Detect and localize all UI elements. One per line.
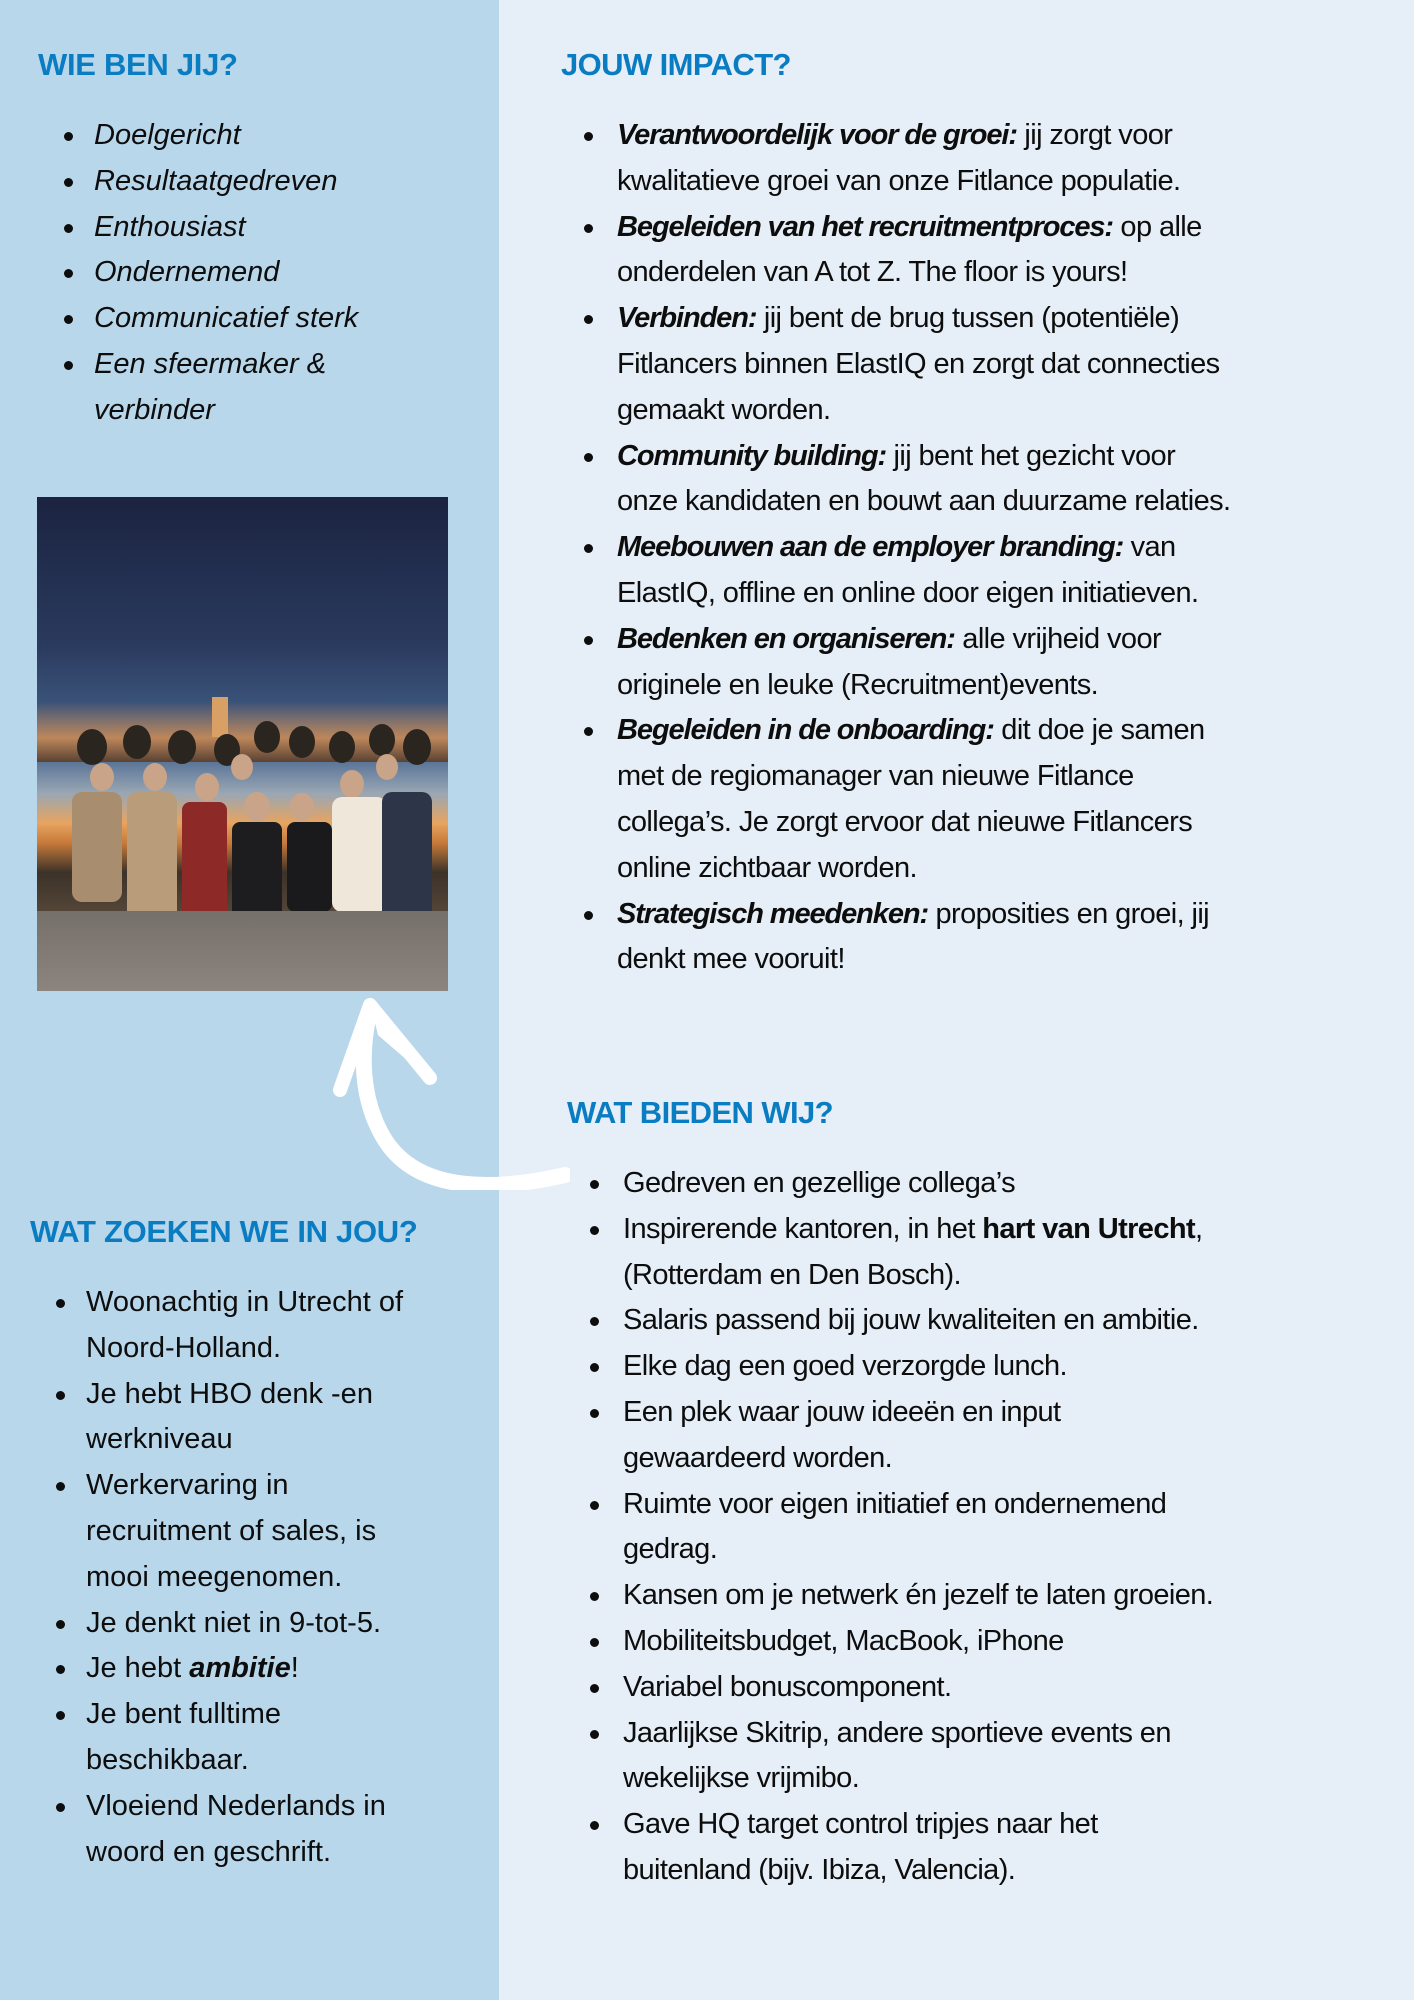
bullet-icon	[584, 911, 593, 920]
list-item: Community building: jij bent het gezicht voor onze kandidaten en bouwt aan duurzame relaties.	[584, 434, 1394, 526]
wie-ben-jij-list	[64, 113, 484, 434]
list-item: Resultaatgedreven	[64, 159, 484, 205]
bullet-icon	[590, 1409, 599, 1418]
list-item: Je bent fulltime beschikbaar.	[56, 1692, 496, 1784]
bullet-icon	[590, 1592, 599, 1601]
bullet-icon	[56, 1299, 65, 1308]
bullet-icon	[584, 315, 593, 324]
list-item: Communicatief sterk	[64, 296, 484, 342]
bullet-icon	[590, 1638, 599, 1647]
list-item: Je hebt ambitie!	[56, 1646, 496, 1692]
bullet-icon	[590, 1363, 599, 1372]
list-item: Een plek waar jouw ideeën en input gewaardeerd worden.	[590, 1390, 1400, 1482]
list-item: Strategisch meedenken: proposities en groei, jij denkt mee vooruit!	[584, 892, 1394, 984]
list-item: Begeleiden in de onboarding: dit doe je samen met de regiomanager van nieuwe Fitlance collega’s. Je zorgt ervoor dat nieuwe Fitlancers online zichtbaar worden.	[584, 708, 1394, 891]
bullet-icon	[56, 1620, 65, 1629]
list-item: Inspirerende kantoren, in het hart van Utrecht, (Rotterdam en Den Bosch).	[590, 1207, 1400, 1299]
list-item: Je denkt niet in 9-tot-5.	[56, 1601, 496, 1647]
list-item: Variabel bonuscomponent.	[590, 1665, 1400, 1711]
list-item: Ondernemend	[64, 250, 484, 296]
list-item: Verbinden: jij bent de brug tussen (potentiële) Fitlancers binnen ElastIQ en zorgt dat connecties gemaakt worden.	[584, 296, 1394, 433]
list-item: Meebouwen aan de employer branding: van ElastIQ, offline en online door eigen initiatieven.	[584, 525, 1394, 617]
list-item: Doelgericht	[64, 113, 484, 159]
bullet-icon	[584, 132, 593, 141]
heading-wat-zoeken-we: WAT ZOEKEN WE IN JOU?	[30, 1214, 418, 1249]
bullet-icon	[64, 132, 73, 141]
bullet-icon	[584, 727, 593, 736]
bullet-icon	[584, 224, 593, 233]
bullet-icon	[64, 361, 73, 370]
bullet-icon	[64, 315, 73, 324]
list-item: Woonachtig in Utrecht of Noord-Holland.	[56, 1280, 496, 1372]
bullet-icon	[590, 1684, 599, 1693]
list-item: Werkervaring in recruitment of sales, is mooi meegenomen.	[56, 1463, 496, 1600]
list-item: Elke dag een goed verzorgde lunch.	[590, 1344, 1400, 1390]
bullet-icon	[56, 1482, 65, 1491]
list-item: Enthousiast	[64, 205, 484, 251]
bullet-icon	[64, 269, 73, 278]
bullet-icon	[584, 544, 593, 553]
list-item: Kansen om je netwerk én jezelf te laten groeien.	[590, 1573, 1400, 1619]
bullet-icon	[590, 1730, 599, 1739]
list-item: Een sfeermaker & verbinder	[64, 342, 484, 434]
heading-wat-bieden-wij: WAT BIEDEN WIJ?	[567, 1095, 833, 1130]
heading-jouw-impact: JOUW IMPACT?	[561, 47, 791, 82]
bullet-icon	[590, 1317, 599, 1326]
curved-arrow-up-icon	[330, 990, 570, 1190]
bullet-icon	[56, 1711, 65, 1720]
wat-zoeken-we-list	[56, 1280, 496, 1875]
wat-bieden-wij-list	[590, 1161, 1400, 1894]
list-item: Salaris passend bij jouw kwaliteiten en ambitie.	[590, 1298, 1400, 1344]
jouw-impact-list	[584, 113, 1394, 983]
list-item: Vloeiend Nederlands in woord en geschrift.	[56, 1784, 496, 1876]
bullet-icon	[590, 1501, 599, 1510]
bullet-icon	[584, 636, 593, 645]
bullet-icon	[64, 178, 73, 187]
bullet-icon	[56, 1803, 65, 1812]
list-item: Verantwoordelijk voor de groei: jij zorgt voor kwalitatieve groei van onze Fitlance populatie.	[584, 113, 1394, 205]
list-item: Begeleiden van het recruitmentproces: op alle onderdelen van A tot Z. The floor is yours!	[584, 205, 1394, 297]
bullet-icon	[590, 1226, 599, 1235]
bullet-icon	[56, 1391, 65, 1400]
bullet-icon	[584, 453, 593, 462]
list-item: Jaarlijkse Skitrip, andere sportieve events en wekelijkse vrijmibo.	[590, 1711, 1400, 1803]
list-item: Gedreven en gezellige collega’s	[590, 1161, 1400, 1207]
list-item: Je hebt HBO denk -en werkniveau	[56, 1372, 496, 1464]
list-item: Gave HQ target control tripjes naar het buitenland (bijv. Ibiza, Valencia).	[590, 1802, 1400, 1894]
list-item: Ruimte voor eigen initiatief en ondernemend gedrag.	[590, 1482, 1400, 1574]
bullet-icon	[590, 1821, 599, 1830]
bullet-icon	[56, 1665, 65, 1674]
bullet-icon	[590, 1180, 599, 1189]
photo-floor	[37, 911, 448, 991]
bullet-icon	[64, 224, 73, 233]
list-item: Bedenken en organiseren: alle vrijheid voor originele en leuke (Recruitment)events.	[584, 617, 1394, 709]
list-item: Mobiliteitsbudget, MacBook, iPhone	[590, 1619, 1400, 1665]
team-photo	[37, 497, 448, 991]
heading-wie-ben-jij: WIE BEN JIJ?	[38, 47, 238, 82]
